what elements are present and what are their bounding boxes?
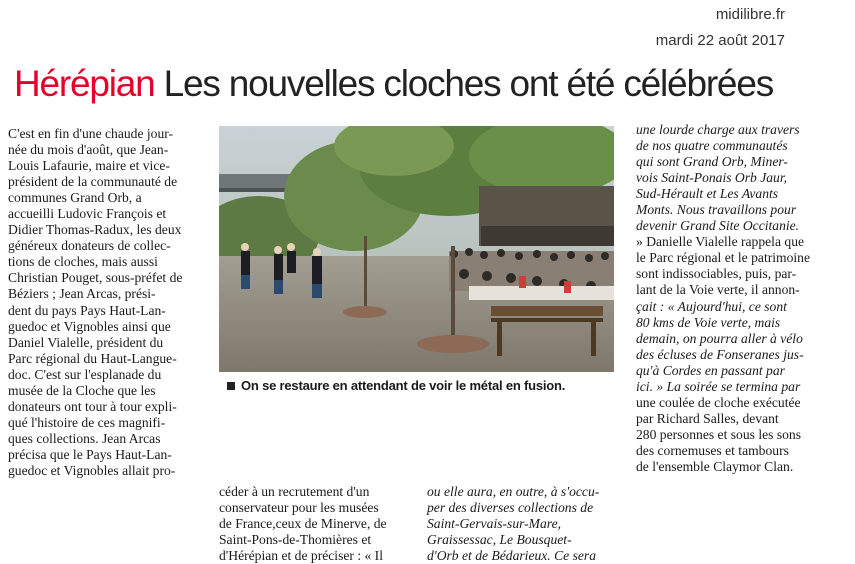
text-line: Parc régional du Haut-Langue- <box>8 350 177 366</box>
text-line: Béziers ; Jean Arcas, prési- <box>8 286 156 302</box>
text-line: président de la communauté de <box>8 174 178 190</box>
text-line: née du mois d'août, que Jean- <box>8 142 169 158</box>
text-line: C'est en fin d'une chaude jour- <box>8 126 174 141</box>
text-line: de nos quatre communautés <box>636 138 788 154</box>
text-line: conservateur pour les musées <box>219 500 379 516</box>
text-line: d'Hérépian et de préciser : « Il <box>219 548 383 564</box>
text-line: 80 kms de Voie verte, mais <box>636 314 781 330</box>
text-line: donateurs ont tour à tour expli- <box>8 398 177 414</box>
caption-text: On se restaure en attendant de voir le métal en fusion. <box>241 378 566 393</box>
text-line: musée de la Cloche que les <box>8 382 156 398</box>
text-line: vois Saint-Ponais Orb Jaur, <box>636 170 788 186</box>
caption-bullet <box>227 382 235 390</box>
photo-illustration <box>219 126 614 372</box>
text-line: une coulée de cloche exécutée <box>636 394 801 410</box>
text-line: guedoc et Vignobles ainsi que <box>8 318 171 334</box>
text-line: dent du pays Pays Haut-Lan- <box>8 302 166 318</box>
text-line: qu'à Cordes en passant par <box>636 362 785 378</box>
publication-date: mardi 22 août 2017 <box>655 32 785 49</box>
text-line: des cornemuses et tambours <box>636 442 789 458</box>
text-line: demain, on pourra aller à vélo <box>636 330 803 346</box>
article-photo <box>219 126 614 372</box>
text-line: de l'ensemble Claymor Clan. <box>636 458 794 474</box>
text-line: tions de cloches, mais aussi <box>8 254 158 270</box>
text-line: Saint-Gervais-sur-Mare, <box>427 516 562 532</box>
text-line: Daniel Vialelle, président du <box>8 334 164 350</box>
headline-place: Hérépian <box>14 63 155 104</box>
text-line: Louis Lafaurie, maire et vice- <box>8 158 170 174</box>
headline-title: Les nouvelles cloches ont été célébrées <box>163 63 773 104</box>
text-line: qué l'histoire de ces magnifi- <box>8 414 166 430</box>
article-column-2 <box>219 484 419 564</box>
text-line: Christian Pouget, sous-préfet de <box>8 270 183 286</box>
photo-caption <box>227 378 565 393</box>
text-line: doc. C'est sur l'esplanade du <box>8 366 162 382</box>
text-line: Monts. Nous travaillons pour <box>636 202 797 218</box>
text-line: lant de la Voie verte, il annon- <box>636 282 800 298</box>
text-line: ou elle aura, en outre, à s'occu- <box>427 484 600 499</box>
text-line: ici. » La soirée se termina par <box>636 378 801 394</box>
text-line: Didier Thomas-Radux, les deux <box>8 222 182 238</box>
text-line: per des diverses collections de <box>427 500 594 516</box>
text-line: devenir Grand Site Occitanie. <box>636 218 800 234</box>
text-line: des écluses de Fonseranes jus- <box>636 346 804 362</box>
text-line: généreux donateurs de collec- <box>8 238 171 254</box>
text-line: Sud-Hérault et Les Avants <box>636 186 779 202</box>
article-column-4 <box>636 122 832 475</box>
text-line: une lourde charge aux travers <box>636 122 800 137</box>
text-line: accueilli Ludovic François et <box>8 206 167 222</box>
text-line: ques collections. Jean Arcas <box>8 430 161 446</box>
text-line: Saint-Pons-de-Thomières et <box>219 532 372 548</box>
site-name: midilibre.fr <box>715 6 785 23</box>
text-line: de France,ceux de Minerve, de <box>219 516 387 532</box>
text-line: guedoc et Vignobles allait pro- <box>8 462 176 478</box>
text-line: qui sont Grand Orb, Miner- <box>636 154 788 170</box>
text-line: » Danielle Vialelle rappela que <box>636 234 805 250</box>
text-line: sont indissociables, puis, par- <box>636 266 797 282</box>
article-column-3 <box>427 484 624 564</box>
text-line: communes Grand Orb, a <box>8 190 142 206</box>
text-line: Graissessac, Le Bousquet- <box>427 532 572 548</box>
text-line: précisa que le Pays Haut-Lan- <box>8 446 172 462</box>
text-line: céder à un recrutement d'un <box>219 484 370 499</box>
text-line: d'Orb et de Bédarieux. Ce sera <box>427 548 597 564</box>
text-line: par Richard Salles, devant <box>636 410 779 426</box>
text-line: 280 personnes et sous les sons <box>636 426 802 442</box>
text-line: çait : « Aujourd'hui, ce sont <box>636 298 787 314</box>
text-line: le Parc régional et le patrimoine <box>636 250 811 266</box>
article-column-1 <box>8 126 209 479</box>
headline <box>14 62 773 106</box>
